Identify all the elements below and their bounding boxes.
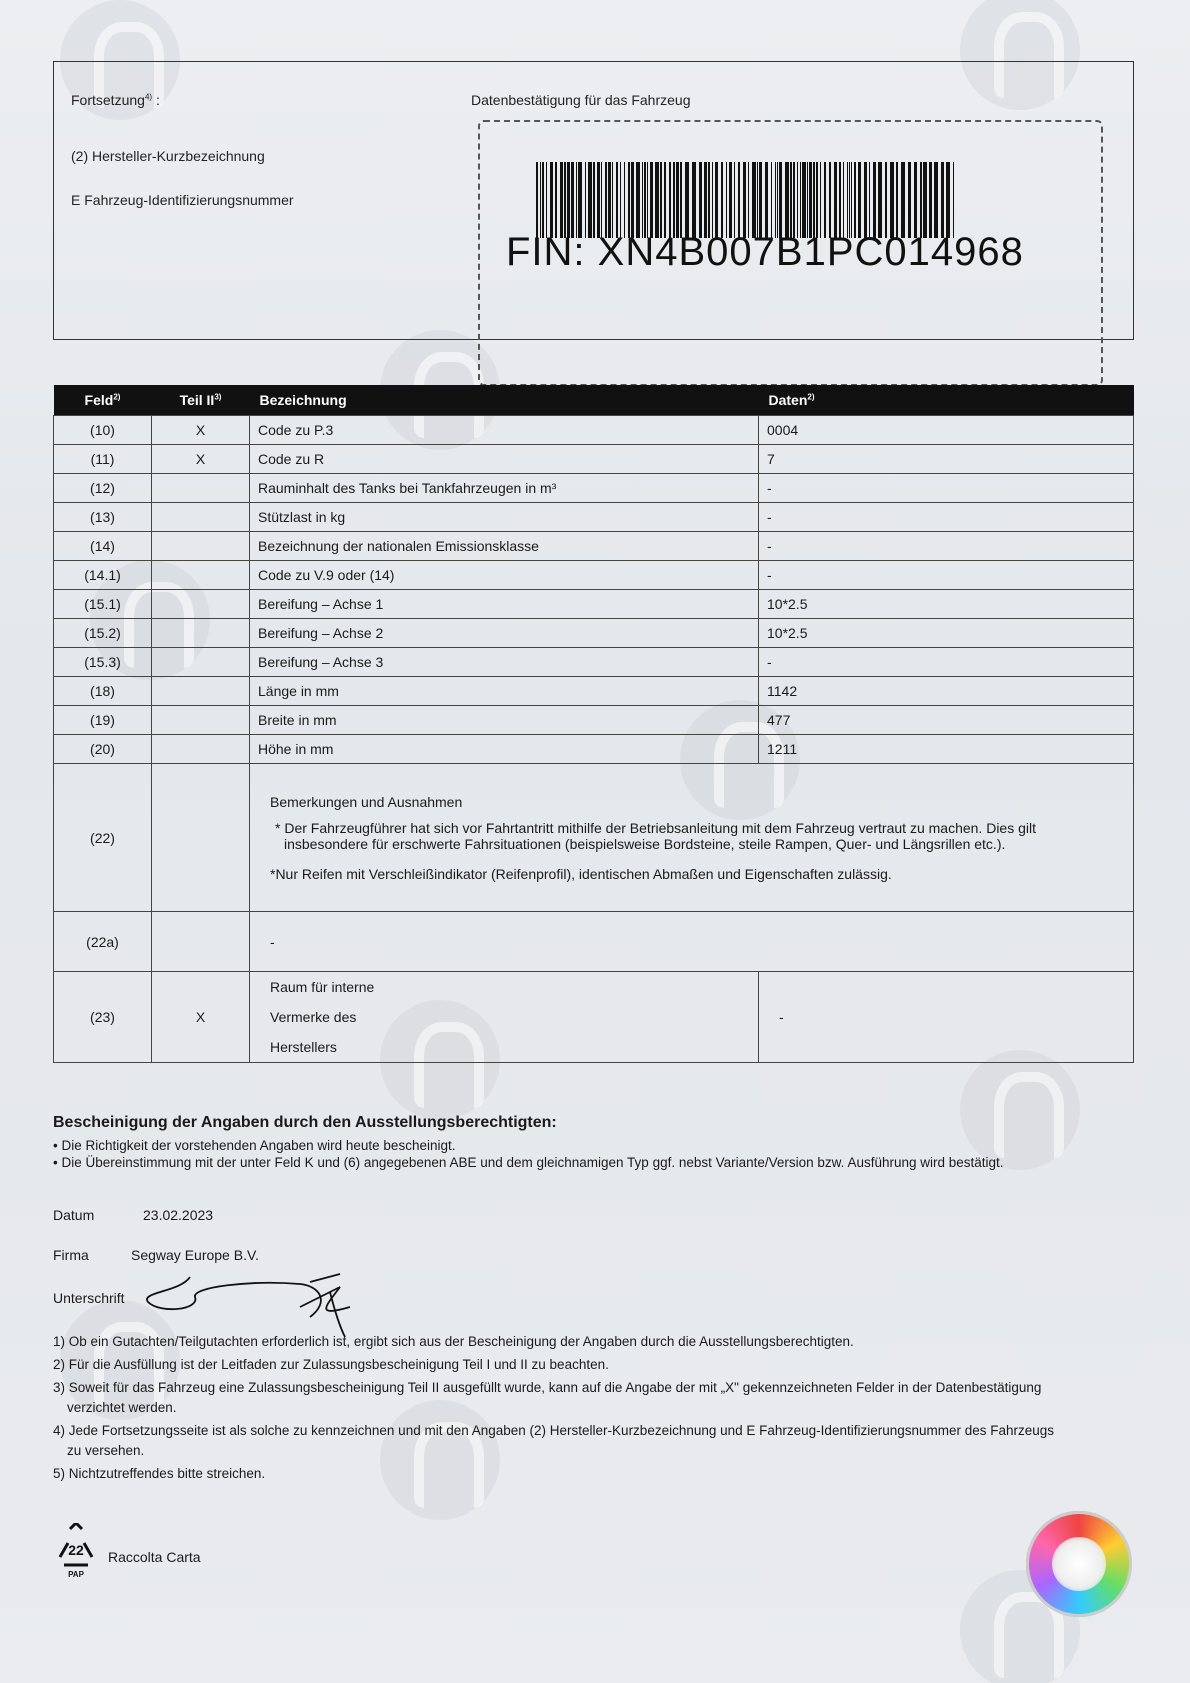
table-row-22a: [54, 912, 1134, 972]
date-label: Datum: [53, 1207, 95, 1223]
cell-teil: [152, 619, 250, 648]
barcode-bar: [647, 162, 648, 238]
barcode-bar: [576, 162, 577, 238]
header-feld: Feld$^{2)}$: [54, 385, 152, 416]
vehicle-data-table: [53, 385, 1134, 1063]
barcode-bar: [578, 162, 582, 238]
barcode-bar: [738, 162, 740, 238]
remark-line: *Nur Reifen mit Verschleißindikator (Reifenprofil), identischen Abmaßen und Eigenschaften zulässig.: [270, 865, 892, 882]
remark-line: insbesondere für erschwerte Fahrsituationen (beispielsweise Bordsteine, steile Rampen, Quer- und Längsrillen etc.).: [284, 835, 1006, 852]
barcode-bar: [834, 162, 837, 238]
barcode-bar: [953, 162, 954, 238]
cell-feld: (14.1): [54, 561, 152, 590]
table-row: [54, 677, 1134, 706]
remarks-cell: [250, 764, 1134, 912]
barcode-bar: [752, 162, 756, 238]
table-row: [54, 416, 1134, 445]
header-teil: Teil II$^{3)}$: [152, 385, 250, 416]
confirmation-title: Datenbestätigung für das Fahrzeug: [471, 92, 691, 108]
barcode-bar: [920, 162, 922, 238]
company-row: [53, 1247, 259, 1263]
barcode-bar: [593, 162, 595, 238]
continuation-label: Fortsetzung$^{4)}$ :: [71, 92, 160, 108]
cell-teil: [152, 648, 250, 677]
cell-daten: -: [759, 474, 1134, 503]
date-row: [53, 1207, 213, 1223]
header-bezeichnung: Bezeichnung: [250, 385, 759, 416]
barcode-bar: [800, 162, 801, 238]
barcode-bar: [550, 162, 553, 238]
cell-daten: -: [759, 972, 1134, 1063]
barcode-bar: [813, 162, 815, 238]
row23-line: Raum für interne: [270, 979, 375, 995]
barcode-bar: [685, 162, 689, 238]
table-row: [54, 532, 1134, 561]
cell-daten: 1142: [759, 677, 1134, 706]
cell-daten: 1211: [759, 735, 1134, 764]
cell-daten: 10*2.5: [759, 590, 1134, 619]
barcode-bar: [793, 162, 795, 238]
table-row: [54, 735, 1134, 764]
cell-bezeichnung: Bereifung – Achse 2: [250, 619, 759, 648]
barcode-bar: [851, 162, 852, 238]
cell-teil: X: [152, 972, 250, 1063]
signature-label: Unterschrift: [53, 1290, 125, 1306]
cell-teil: [152, 735, 250, 764]
barcode-bar: [644, 162, 646, 238]
table-row: [54, 503, 1134, 532]
barcode-bar: [878, 162, 882, 238]
cell-feld: (20): [54, 735, 152, 764]
barcode-bar: [536, 162, 538, 238]
barcode-bar: [721, 162, 723, 238]
cell-feld: (23): [54, 972, 152, 1063]
table-row: [54, 648, 1134, 677]
cell-daten: -: [759, 561, 1134, 590]
company-label: Firma: [53, 1247, 89, 1263]
barcode-bar: [748, 162, 749, 238]
table-row: [54, 590, 1134, 619]
barcode: [536, 162, 962, 238]
cell-bezeichnung: Code zu V.9 oder (14): [250, 561, 759, 590]
cell-bezeichnung: [250, 972, 759, 1063]
barcode-bar: [729, 162, 732, 238]
barcode-bar: [673, 162, 675, 238]
barcode-bar: [896, 162, 898, 238]
manufacturer-label: (2) Hersteller-Kurzbezeichnung: [71, 148, 265, 164]
cell-feld: (15.1): [54, 590, 152, 619]
barcode-bar: [628, 162, 630, 238]
cell-bezeichnung: Bezeichnung der nationalen Emissionsklasse: [250, 532, 759, 561]
barcode-bar: [858, 162, 861, 238]
cell-feld: (15.2): [54, 619, 152, 648]
barcode-bar: [816, 162, 818, 238]
footnote: 1) Ob ein Gutachten/Teilgutachten erforderlich ist, ergibt sich aus der Bescheinigung der Angaben durch die Ausstellungsberechtigten.: [53, 1334, 854, 1349]
vehicle-header-box: [53, 61, 1134, 340]
barcode-bar: [660, 162, 662, 238]
cell-teil: [152, 590, 250, 619]
barcode-bar: [802, 162, 806, 238]
barcode-bar: [555, 162, 557, 238]
barcode-bar: [771, 162, 772, 238]
company-value: Segway Europe B.V.: [131, 1247, 259, 1263]
barcode-bar: [864, 162, 867, 238]
footnotes: [53, 1332, 1143, 1487]
barcode-bar: [923, 162, 927, 238]
barcode-bar: [567, 162, 570, 238]
row23-line: Herstellers: [270, 1039, 337, 1055]
cell-feld: (18): [54, 677, 152, 706]
cell-bezeichnung: Breite in mm: [250, 706, 759, 735]
cell-bezeichnung: Stützlast in kg: [250, 503, 759, 532]
barcode-bar: [620, 162, 621, 238]
barcode-bar: [847, 162, 848, 238]
table-row-remarks: [54, 764, 1134, 912]
cell-daten: -: [759, 503, 1134, 532]
cell-daten: 477: [759, 706, 1134, 735]
cell-bezeichnung: Höhe in mm: [250, 735, 759, 764]
table-row: [54, 561, 1134, 590]
cell-feld: (13): [54, 503, 152, 532]
barcode-bar: [699, 162, 702, 238]
barcode-bar: [704, 162, 707, 238]
vin-label: E Fahrzeug-Identifizierungsnummer: [71, 192, 294, 208]
table-row: [54, 445, 1134, 474]
barcode-bar: [715, 162, 718, 238]
barcode-label-area: [478, 120, 1103, 386]
barcode-bar: [777, 162, 778, 238]
barcode-bar: [676, 162, 679, 238]
barcode-bar: [901, 162, 905, 238]
cell-bezeichnung: Bereifung – Achse 1: [250, 590, 759, 619]
certification-title: Bescheinigung der Angaben durch den Ausstellungsberechtigten:: [53, 1114, 557, 1131]
barcode-bar: [708, 162, 710, 238]
cell-bezeichnung: Code zu P.3: [250, 416, 759, 445]
cell-teil: X: [152, 416, 250, 445]
footnote-continued: verzichtet werden.: [67, 1400, 177, 1415]
barcode-bar: [797, 162, 798, 238]
barcode-bar: [650, 162, 653, 238]
cell-daten: -: [759, 648, 1134, 677]
cell-daten: 0004: [759, 416, 1134, 445]
hologram-sticker-icon: [1026, 1511, 1132, 1617]
barcode-bar: [914, 162, 917, 238]
barcode-bar: [885, 162, 887, 238]
footnote-continued: zu versehen.: [67, 1443, 145, 1458]
barcode-bar: [546, 162, 547, 238]
footnote: 3) Soweit für das Fahrzeug eine Zulassungsbescheinigung Teil II ausgefüllt wurde, kann auf die Angabe der mit „X" gekennzeichneten Felder in der Datenbestätigung: [53, 1380, 1042, 1395]
barcode-bar: [929, 162, 932, 238]
cell-teil: [152, 677, 250, 706]
cell-feld: (15.3): [54, 648, 152, 677]
barcode-bar: [680, 162, 682, 238]
table-row-23: [54, 972, 1134, 1063]
barcode-bar: [854, 162, 856, 238]
barcode-bar: [829, 162, 831, 238]
barcode-bar: [605, 162, 607, 238]
barcode-bar: [571, 162, 574, 238]
barcode-bar: [765, 162, 768, 238]
barcode-bar: [759, 162, 762, 238]
barcode-bar: [757, 162, 758, 238]
table-row: [54, 706, 1134, 735]
cell-teil: [152, 706, 250, 735]
barcode-bar: [624, 162, 625, 238]
remark-line: * Der Fahrzeugführer hat sich vor Fahrtantritt mithilfe der Betriebsanleitung mit dem Fahrzeug vertraut zu machen. Dies gilt: [275, 819, 1036, 836]
barcode-bar: [775, 162, 776, 238]
cell-teil: [152, 503, 250, 532]
barcode-bar: [820, 162, 821, 238]
barcode-bar: [616, 162, 618, 238]
footnote: 4) Jede Fortsetzungsseite ist als solche zu kennzeichnen und mit den Angaben (2) Hersteller-Kurzbezeichnung und E Fahrzeug-Identifizierungsnummer des Fahrzeugs: [53, 1423, 1055, 1438]
barcode-bar: [631, 162, 634, 238]
recycling-label: Raccolta Carta: [108, 1549, 201, 1565]
cell-feld: (10): [54, 416, 152, 445]
date-value: 23.02.2023: [143, 1207, 214, 1223]
cell-feld: (14): [54, 532, 152, 561]
barcode-bar: [636, 162, 640, 238]
table-header-row: [54, 385, 1134, 416]
barcode-bar: [712, 162, 713, 238]
barcode-bar: [655, 162, 659, 238]
cell-teil: [152, 532, 250, 561]
cell-feld: (22a): [54, 912, 152, 972]
barcode-bar: [908, 162, 911, 238]
table-row: [54, 474, 1134, 503]
cell-daten: -: [759, 532, 1134, 561]
signature-row: [53, 1290, 125, 1306]
barcode-bar: [597, 162, 600, 238]
table-row: [54, 619, 1134, 648]
cell-feld: (11): [54, 445, 152, 474]
cell-bezeichnung: Bereifung – Achse 3: [250, 648, 759, 677]
barcode-bar: [843, 162, 844, 238]
cell-bezeichnung: Rauminhalt des Tanks bei Tankfahrzeugen in m³: [250, 474, 759, 503]
cell-feld: (19): [54, 706, 152, 735]
svg-text:PAP: PAP: [68, 1570, 84, 1579]
barcode-bar: [560, 162, 563, 238]
barcode-bar: [807, 162, 808, 238]
svg-text:22: 22: [68, 1542, 84, 1558]
barcode-bar: [692, 162, 696, 238]
barcode-bar: [839, 162, 841, 238]
barcode-bar: [809, 162, 812, 238]
barcode-bar: [743, 162, 746, 238]
cell-teil: [152, 474, 250, 503]
certification-bullet: • Die Richtigkeit der vorstehenden Angaben wird heute bescheinigt.: [53, 1138, 456, 1153]
cell-feld: (12): [54, 474, 152, 503]
certification-section: [53, 1114, 1143, 1172]
cell-feld: (22): [54, 764, 152, 912]
barcode-bar: [669, 162, 671, 238]
barcode-bar: [869, 162, 870, 238]
barcode-bar: [890, 162, 894, 238]
barcode-bar: [824, 162, 826, 238]
barcode-bar: [790, 162, 792, 238]
barcode-bar: [734, 162, 735, 238]
remarks-title: Bemerkungen und Ausnahmen: [270, 793, 463, 810]
barcode-bar: [564, 162, 566, 238]
certification-bullet: • Die Übereinstimmung mit der unter Feld K und (6) angegebenen ABE und dem gleichnamigen Typ ggf. nebst Variante/Version bzw. Ausführung wird bestätigt.: [53, 1155, 1004, 1170]
footnote: 2) Für die Ausfüllung ist der Leitfaden zur Zulassungsbescheinigung Teil I und II zu beachten.: [53, 1357, 609, 1372]
barcode-bar: [612, 162, 613, 238]
cell-value: -: [250, 912, 1134, 972]
barcode-bar: [873, 162, 876, 238]
cell-teil: [152, 561, 250, 590]
barcode-bar: [849, 162, 850, 238]
fin-number: FIN: XN4B007B1PC014968: [506, 230, 1024, 274]
cell-teil: [152, 764, 250, 912]
cell-teil: X: [152, 445, 250, 474]
barcode-bar: [726, 162, 727, 238]
barcode-bar: [946, 162, 950, 238]
barcode-bar: [785, 162, 789, 238]
cell-bezeichnung: Länge in mm: [250, 677, 759, 706]
barcode-bar: [934, 162, 938, 238]
barcode-bar: [941, 162, 944, 238]
row23-line: Vermerke des: [270, 1009, 357, 1025]
barcode-bar: [540, 162, 541, 238]
footnote: 5) Nichtzutreffendes bitte streichen.: [53, 1466, 266, 1481]
header-daten: Daten$^{2)}$: [759, 385, 1134, 416]
cell-teil: [152, 912, 250, 972]
barcode-bar: [601, 162, 602, 238]
recycling-icon: [50, 1523, 102, 1579]
barcode-bar: [664, 162, 666, 238]
barcode-bar: [588, 162, 592, 238]
barcode-bar: [542, 162, 544, 238]
cell-bezeichnung: Code zu R: [250, 445, 759, 474]
barcode-bar: [642, 162, 643, 238]
barcode-bar: [779, 162, 782, 238]
barcode-bar: [585, 162, 586, 238]
cell-daten: 7: [759, 445, 1134, 474]
cell-daten: 10*2.5: [759, 619, 1134, 648]
barcode-bar: [608, 162, 611, 238]
